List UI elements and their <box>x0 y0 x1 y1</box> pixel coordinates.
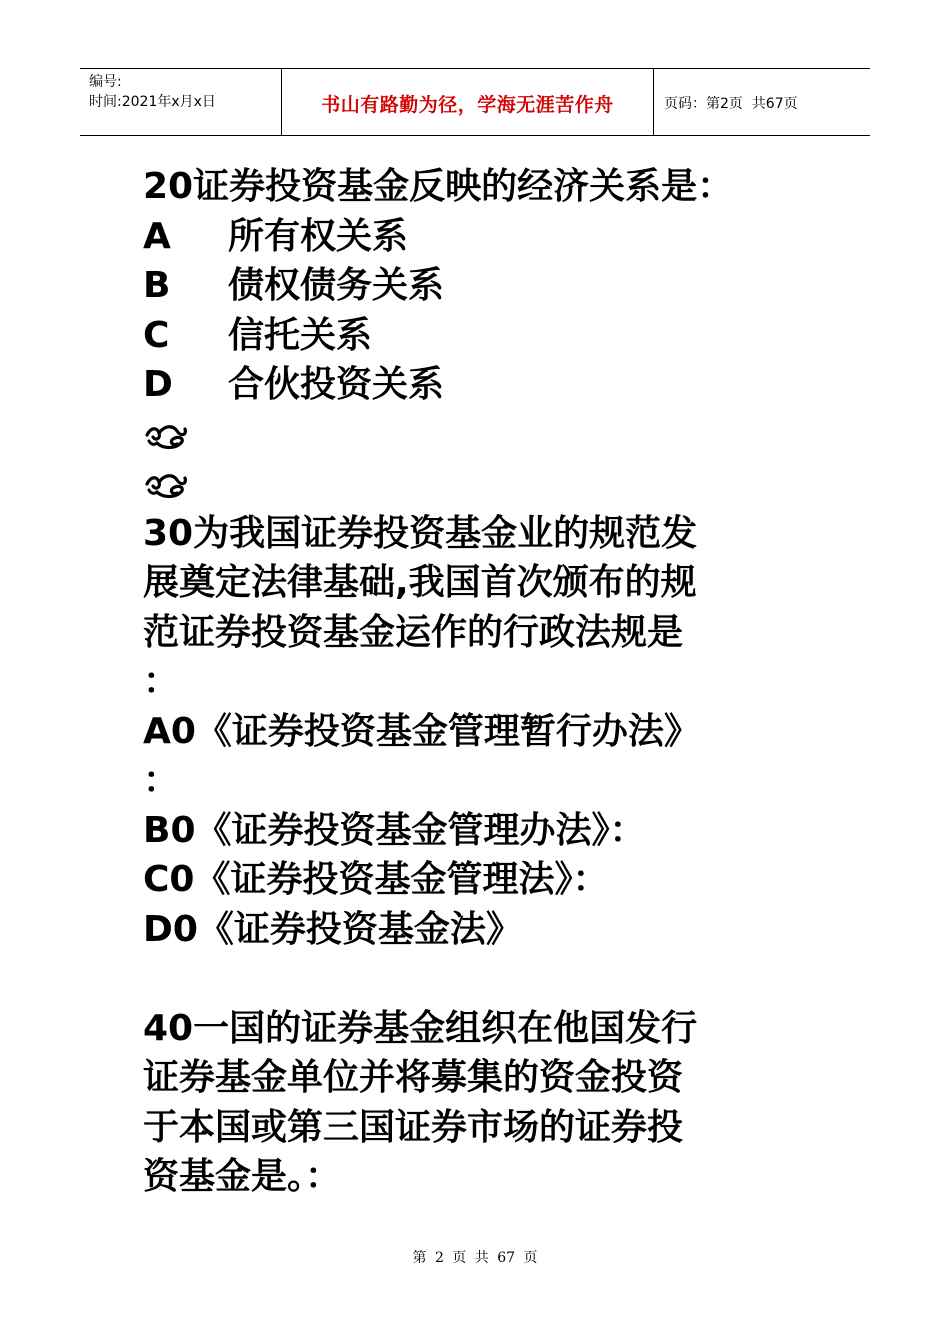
document-body <box>143 162 823 1202</box>
option-text: 信托关系 <box>228 314 373 356</box>
option-letter: C <box>143 314 170 356</box>
option-letter: A <box>143 215 171 257</box>
spacer <box>143 954 823 1004</box>
question-3-option-b: B0《证券投资基金管理办法》： <box>143 809 646 851</box>
option-text: 债权债务关系 <box>228 265 445 306</box>
question-3-option-c: C0《证券投资基金管理法》： <box>143 859 609 900</box>
question-2-option-d <box>143 360 823 410</box>
swirl-ornament-icon <box>143 421 189 451</box>
question-4-stem-line: 资基金是。： <box>143 1156 342 1197</box>
question-3-option-d: D0《证券投资基金法》 <box>143 908 522 950</box>
question-3-option-a-cont: ： <box>143 760 180 801</box>
header-time-label: 时间:2021年x月x日 <box>89 94 216 110</box>
header-page-info: 页码：第2页 共67页 <box>664 96 798 112</box>
header-number-label: 编号: <box>89 74 122 90</box>
question-4-stem-line: 证券基金单位并将募集的资金投资 <box>143 1057 684 1098</box>
question-3-option-a: A0《证券投资基金管理暂行办法》 <box>143 710 700 752</box>
question-3-stem-line: 展奠定法律基础,我国首次颁布的规 <box>143 562 697 603</box>
question-2-option-c <box>143 311 823 361</box>
page-footer: 第 2 页 共 67 页 <box>412 1250 538 1266</box>
swirl-ornament-icon <box>143 470 189 500</box>
page-header <box>80 68 870 136</box>
question-3-stem-line: 30为我国证券投资基金业的规范发 <box>143 512 698 554</box>
option-text: 合伙投资关系 <box>228 364 445 405</box>
ornament-line-1 <box>143 410 823 460</box>
question-2-stem: 20证券投资基金反映的经济关系是： <box>143 166 734 207</box>
header-meta <box>80 69 282 135</box>
question-3-stem-line: 范证券投资基金运作的行政法规是 <box>143 611 684 653</box>
question-2-option-a <box>143 212 823 262</box>
question-2-option-b <box>143 261 823 311</box>
question-4-stem-line: 40一国的证券基金组织在他国发行 <box>143 1007 698 1049</box>
option-text: 所有权关系 <box>228 215 409 257</box>
ornament-line-2 <box>143 459 823 509</box>
header-motto: 书山有路勤为径，学海无涯苦作舟 <box>282 69 654 135</box>
question-3-stem-line: ： <box>143 661 180 702</box>
option-letter: B <box>143 265 171 306</box>
question-4-stem-line: 于本国或第三国证券市场的证券投 <box>143 1106 684 1148</box>
option-letter: D <box>143 364 173 405</box>
